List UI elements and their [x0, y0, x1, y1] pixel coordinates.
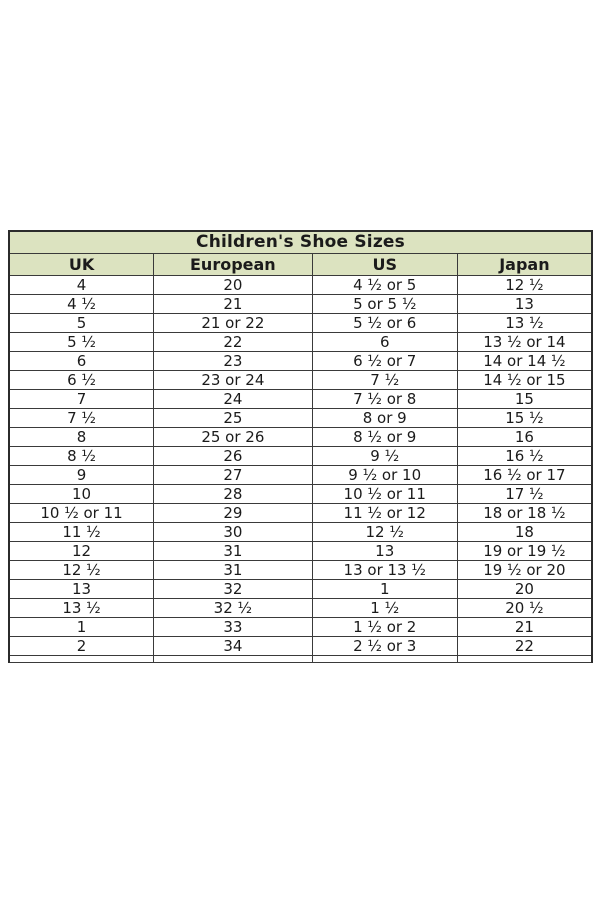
table-title: Children's Shoe Sizes: [9, 231, 592, 254]
japan-size-cell: 13 ½ or 14: [457, 333, 592, 352]
uk-size-cell: 12 ½: [9, 561, 154, 580]
japan-size-cell: 13 ½: [457, 314, 592, 333]
column-header-japan: Japan: [457, 254, 592, 276]
table-row: [9, 580, 592, 599]
uk-size-cell: 13: [9, 580, 154, 599]
column-header-uk: UK: [9, 254, 154, 276]
european-size-cell: 27: [154, 466, 313, 485]
us-size-cell: 4 ½ or 5: [312, 276, 457, 295]
us-size-cell: 7 ½ or 8: [312, 390, 457, 409]
bottom-stub-cell: [457, 656, 592, 663]
japan-size-cell: 16 ½: [457, 447, 592, 466]
table-row: [9, 447, 592, 466]
uk-size-cell: 4: [9, 276, 154, 295]
uk-size-cell: 1: [9, 618, 154, 637]
uk-size-cell: 11 ½: [9, 523, 154, 542]
us-size-cell: 2 ½ or 3: [312, 637, 457, 656]
uk-size-cell: 2: [9, 637, 154, 656]
bottom-stub-cell: [9, 656, 154, 663]
us-size-cell: 13: [312, 542, 457, 561]
uk-size-cell: 4 ½: [9, 295, 154, 314]
us-size-cell: 7 ½: [312, 371, 457, 390]
european-size-cell: 30: [154, 523, 313, 542]
japan-size-cell: 20: [457, 580, 592, 599]
us-size-cell: 6: [312, 333, 457, 352]
us-size-cell: 1 ½: [312, 599, 457, 618]
japan-size-cell: 18: [457, 523, 592, 542]
table-row: [9, 295, 592, 314]
table-bottom-stub-row: [9, 656, 592, 663]
uk-size-cell: 8: [9, 428, 154, 447]
table-row: [9, 466, 592, 485]
european-size-cell: 25: [154, 409, 313, 428]
european-size-cell: 26: [154, 447, 313, 466]
column-header-us: US: [312, 254, 457, 276]
european-size-cell: 23: [154, 352, 313, 371]
shoe-size-chart: [8, 230, 593, 663]
title-row: [9, 231, 592, 254]
japan-size-cell: 18 or 18 ½: [457, 504, 592, 523]
us-size-cell: 12 ½: [312, 523, 457, 542]
table-row: [9, 523, 592, 542]
japan-size-cell: 13: [457, 295, 592, 314]
us-size-cell: 5 or 5 ½: [312, 295, 457, 314]
table-row: [9, 371, 592, 390]
japan-size-cell: 21: [457, 618, 592, 637]
european-size-cell: 21: [154, 295, 313, 314]
uk-size-cell: 10 ½ or 11: [9, 504, 154, 523]
header-row: [9, 254, 592, 276]
uk-size-cell: 8 ½: [9, 447, 154, 466]
european-size-cell: 23 or 24: [154, 371, 313, 390]
european-size-cell: 24: [154, 390, 313, 409]
table-row: [9, 352, 592, 371]
table-row: [9, 618, 592, 637]
table-body: [9, 276, 592, 656]
table-row: [9, 504, 592, 523]
japan-size-cell: 22: [457, 637, 592, 656]
japan-size-cell: 19 or 19 ½: [457, 542, 592, 561]
european-size-cell: 25 or 26: [154, 428, 313, 447]
european-size-cell: 31: [154, 561, 313, 580]
table-row: [9, 409, 592, 428]
uk-size-cell: 7: [9, 390, 154, 409]
japan-size-cell: 16: [457, 428, 592, 447]
uk-size-cell: 6: [9, 352, 154, 371]
japan-size-cell: 15 ½: [457, 409, 592, 428]
table-row: [9, 561, 592, 580]
table-row: [9, 428, 592, 447]
us-size-cell: 8 or 9: [312, 409, 457, 428]
uk-size-cell: 9: [9, 466, 154, 485]
table-row: [9, 485, 592, 504]
us-size-cell: 9 ½: [312, 447, 457, 466]
uk-size-cell: 10: [9, 485, 154, 504]
table-row: [9, 333, 592, 352]
japan-size-cell: 17 ½: [457, 485, 592, 504]
european-size-cell: 21 or 22: [154, 314, 313, 333]
table-row: [9, 276, 592, 295]
table-row: [9, 390, 592, 409]
us-size-cell: 9 ½ or 10: [312, 466, 457, 485]
table-row: [9, 637, 592, 656]
european-size-cell: 20: [154, 276, 313, 295]
uk-size-cell: 12: [9, 542, 154, 561]
bottom-stub-cell: [312, 656, 457, 663]
us-size-cell: 1: [312, 580, 457, 599]
table-row: [9, 599, 592, 618]
european-size-cell: 32 ½: [154, 599, 313, 618]
uk-size-cell: 5: [9, 314, 154, 333]
european-size-cell: 28: [154, 485, 313, 504]
european-size-cell: 33: [154, 618, 313, 637]
table-row: [9, 542, 592, 561]
column-header-european: European: [154, 254, 313, 276]
japan-size-cell: 15: [457, 390, 592, 409]
japan-size-cell: 16 ½ or 17: [457, 466, 592, 485]
us-size-cell: 10 ½ or 11: [312, 485, 457, 504]
european-size-cell: 34: [154, 637, 313, 656]
uk-size-cell: 7 ½: [9, 409, 154, 428]
japan-size-cell: 14 ½ or 15: [457, 371, 592, 390]
bottom-stub-cell: [154, 656, 313, 663]
uk-size-cell: 6 ½: [9, 371, 154, 390]
us-size-cell: 11 ½ or 12: [312, 504, 457, 523]
us-size-cell: 8 ½ or 9: [312, 428, 457, 447]
us-size-cell: 13 or 13 ½: [312, 561, 457, 580]
uk-size-cell: 13 ½: [9, 599, 154, 618]
shoe-size-table: [8, 230, 593, 663]
european-size-cell: 22: [154, 333, 313, 352]
us-size-cell: 6 ½ or 7: [312, 352, 457, 371]
japan-size-cell: 12 ½: [457, 276, 592, 295]
uk-size-cell: 5 ½: [9, 333, 154, 352]
japan-size-cell: 19 ½ or 20: [457, 561, 592, 580]
japan-size-cell: 14 or 14 ½: [457, 352, 592, 371]
european-size-cell: 31: [154, 542, 313, 561]
european-size-cell: 29: [154, 504, 313, 523]
us-size-cell: 1 ½ or 2: [312, 618, 457, 637]
table-row: [9, 314, 592, 333]
european-size-cell: 32: [154, 580, 313, 599]
us-size-cell: 5 ½ or 6: [312, 314, 457, 333]
japan-size-cell: 20 ½: [457, 599, 592, 618]
